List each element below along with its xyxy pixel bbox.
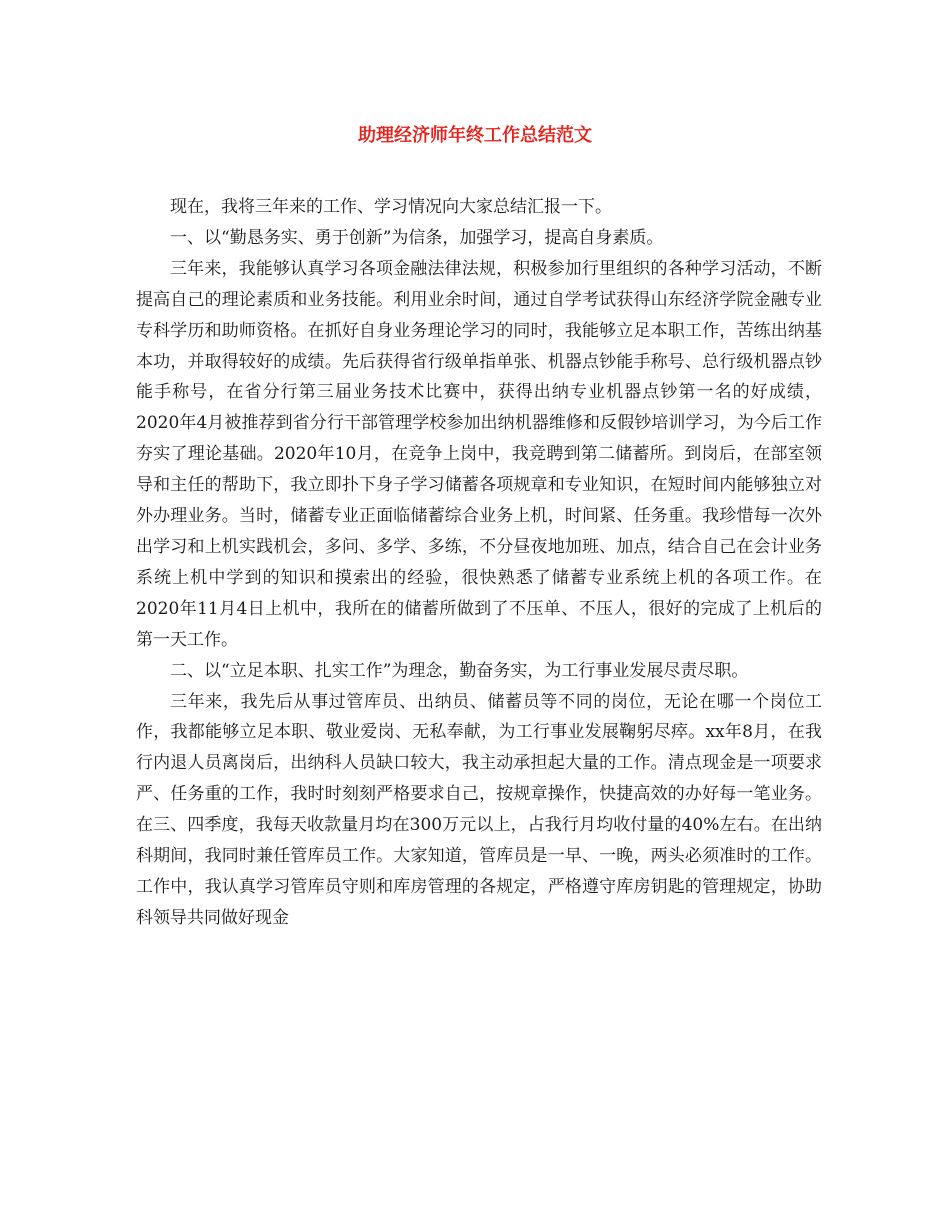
section-heading-1: 一、以“勤恳务实、勇于创新”为信条，加强学习，提高自身素质。: [170, 227, 664, 248]
document-title: 助理经济师年终工作总结范文: [358, 125, 592, 146]
paragraph-study: 三年来，我能够认真学习各项金融法律法规，积极参加行里组织的各种学习活动，不断提高自己的理论素质和业务技能。利用业余时间，通过自学考试获得山东经济学院金融专业专科学历和助师资格。在抓好自身业务理论学习的同时，我能够立足本职工作，苦练出纳基本功，并取得较好的成绩。先后获得省行级单指单张、机器点钞能手称号、总行级机器点钞能手称号，在省分行第三届业务技术比赛中，获得出纳专业机器点钞第一名的好成绩，2020年4月被推荐到省分行干部管理学校参加出纳机器维修和反假钞培训学习，为今后工作夯实了理论基础。2020年10月，在竞争上岗中，我竞聘到第二储蓄所。到岗后，在部室领导和主任的帮助下，我立即扑下身子学习储蓄各项规章和专业知识，在短时间内能够独立对外办理业务。当时，储蓄专业正面临储蓄综合业务上机，时间紧、任务重。我珍惜每一次外出学习和上机实践机会，多问、多学、多练，不分昼夜地加班、加点，结合自己在会计业务系统上机中学到的知识和摸索出的经验，很快熟悉了储蓄专业系统上机的各项工作。在2020年11月4日上机中，我所在的储蓄所做到了不压单、不压人，很好的完成了上机后的第一天工作。: [136, 258, 822, 650]
paragraph-intro: 现在，我将三年来的工作、学习情况向大家总结汇报一下。: [170, 197, 612, 217]
section-heading-2: 二、以“立足本职、扎实工作”为理念，勤奋务实，为工行事业发展尽责尽职。: [170, 660, 749, 681]
document-body: [136, 192, 822, 934]
paragraph-work: 三年来，我先后从事过管库员、出纳员、储蓄员等不同的岗位，无论在哪一个岗位工作，我都能够立足本职、敬业爱岗、无私奉献，为工行事业发展鞠躬尽瘁。xx年8月，在我行内退人员离岗后，出纳科人员缺口较大，我主动承担起大量的工作。清点现金是一项要求严、任务重的工作，我时时刻刻严格要求自己，按规章操作，快捷高效的办好每一笔业务。在三、四季度，我每天收款量月均在300万元以上，占我行月均收付量的40%左右。在出纳科期间，我同时兼任管库员工作。大家知道，管库员是一早、一晚，两头必须准时的工作。工作中，我认真学习管库员守则和库房管理的各规定，严格遵守库房钥匙的管理规定，协助科领导共同做好现金: [136, 691, 822, 928]
